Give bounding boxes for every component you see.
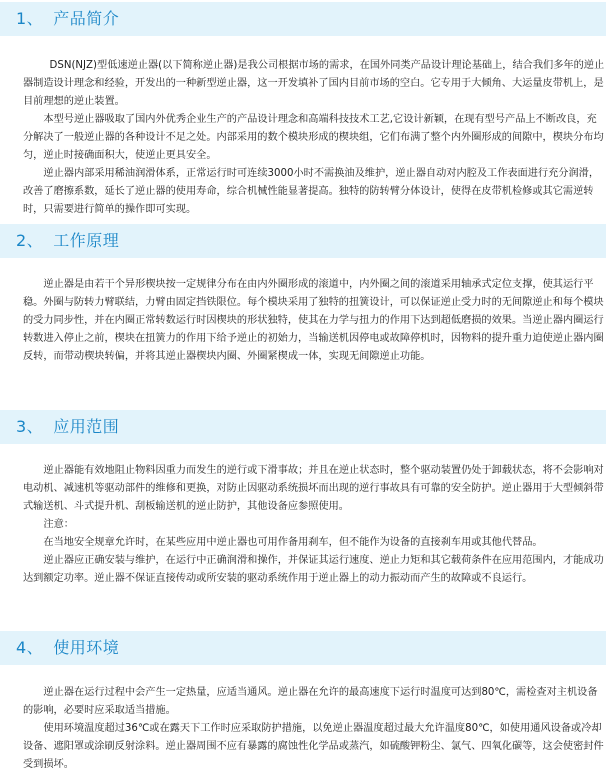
section-title: 使用环境: [53, 638, 120, 657]
section-title: 产品简介: [53, 9, 120, 28]
section-title: 工作原理: [53, 231, 120, 250]
section-header-principle: [0, 224, 606, 258]
paragraph: 逆止器内部采用稀油润滑体系，正常运行时可连续3000小时不需换油及维护，逆止器自动对内腔及工作表面进行充分润滑，改善了磨擦系数，延长了逆止器的使用寿命，综合机械性能显著提高。独特的防转臂分体设计，使得在皮带机检修或其它需逆转时，只需要进行简单的操作即可实现。: [23, 168, 600, 215]
paragraph: 逆止器在运行过程中会产生一定热量，应适当通风。逆止器在允许的最高速度下运行时温度可达到80℃，需检查对主机设备的影响，必要时应采取适当措施。: [23, 687, 598, 716]
paragraph: 逆止器应正确安装与维护，在运行中正确润滑和操作，并保证其运行速度、逆止力矩和其它载荷条件在应用范围内，才能成功达到额定功率。逆止器不保证直接传动或所安装的驱动系统作用于逆止器上的动力振动而产生的故障或不良运行。: [23, 555, 604, 584]
paragraph: DSN(NJZ)型低速逆止器(以下简称逆止器)是我公司根据市场的需求，在国外同类产品设计理论基础上，结合我们多年的逆止器制造设计理念和经验，开发出的一种新型逆止器，这一开发填补了国内目前市场的空白。它专用于大倾角、大运量皮带机上，是目前理想的逆止装置。: [23, 60, 605, 107]
paragraph: 逆止器是由若干个异形楔块按一定规律分布在由内外圈形成的滚道中，内外圈之间的滚道采用轴承式定位支撑，使其运行平稳。外圈与防转力臂联结，力臂由固定挡铁限位。每个模块采用了独特的扭簧设计，可以保证逆止受力时的无间隙逆止和每个模块的受力同步性，并在内圈正常转数运行时因楔块的形状独特，使其在力学与扭力的作用下达到超低磨损的效果。当逆止器内圈运行转数进入停止之前，楔块在扭簧力的作用下给予逆止的初始力，当输送机因停电或故障停机时，因物料的提升重力迫使逆止器内圈反转，而带动楔块转偏，并将其逆止器楔块内圈、外圈紧楔成一体，实现无间隙逆止功能。: [23, 279, 604, 362]
section-body-environment: [23, 684, 605, 774]
section-body-principle: [23, 276, 605, 366]
section-header-application: [0, 410, 606, 444]
section-number: 4、: [16, 638, 44, 657]
section-number: 2、: [16, 231, 44, 250]
section-body-intro: [23, 57, 605, 219]
section-header-intro: [0, 2, 606, 36]
section-body-application: [23, 462, 605, 588]
paragraph: 本型号逆止器吸取了国内外优秀企业生产的产品设计理念和高端科技技术工艺,它设计新颖，在现有型号产品上不断改良，充分解决了一般逆止器的各种设计不足之处。内部采用的数个模块形成的楔块组，它们布满了整个内外圈形成的间隙中，楔块分布均匀，逆止时接确面积大，使逆止更具安全。: [23, 114, 604, 161]
paragraph: 使用环境温度超过36℃或在露天下工作时应采取防护措施，以免逆止器温度超过最大允许温度80℃，如使用通风设备或冷却设备、遮阳罩或涂刷反射涂料。逆止器周围不应有暴露的腐蚀性化学品或蒸汽，如硫酸钾粉尘、氯气、四氧化碳等，这会使密封件受到损坏。: [23, 723, 604, 770]
note-label: 注意：: [43, 519, 74, 530]
paragraph: 逆止器能有效地阻止物料因重力而发生的逆行或下滑事故；并且在逆止状态时，整个驱动装置仍处于卸载状态，将不会影响对电动机、减速机等驱动部件的维修和更换，对防止因驱动系统损坏而出现的逆行事故具有可靠的安全防护。逆止器用于大型倾斜带式输送机、斗式提升机、刮板输送机的逆止防护，其他设备应参照使用。: [23, 465, 604, 512]
paragraph: 在当地安全规章允许时，在某些应用中逆止器也可用作备用刹车，但不能作为设备的直接刹车用或其他代替品。: [43, 537, 543, 548]
section-number: 1、: [16, 9, 44, 28]
section-number: 3、: [16, 417, 44, 436]
section-header-environment: [0, 631, 606, 665]
section-title: 应用范围: [53, 417, 120, 436]
